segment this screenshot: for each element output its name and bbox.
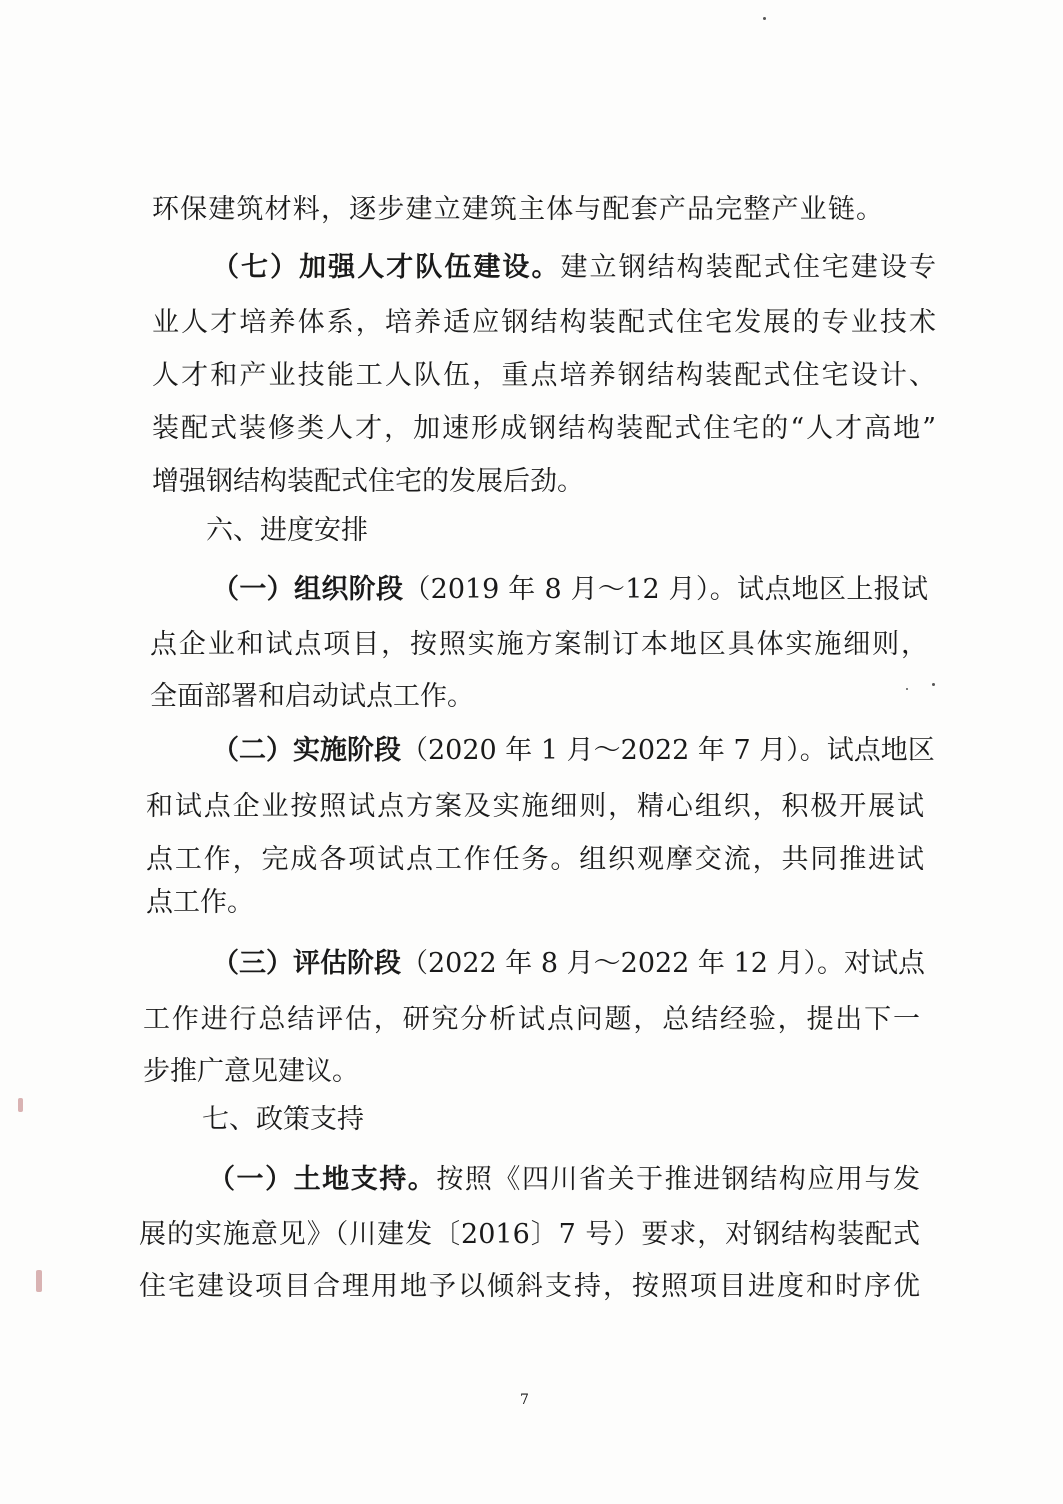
section-heading-line	[212, 251, 936, 285]
section-heading: （一）组织阶段	[212, 574, 404, 605]
section-heading: （一）土地支持。	[208, 1164, 437, 1195]
text-line	[146, 886, 254, 920]
text-line	[152, 359, 936, 393]
text-line	[139, 1270, 920, 1304]
text-span: 全面部署和启动试点工作。	[150, 681, 474, 712]
text-line	[152, 306, 936, 340]
text-span: 人才和产业技能工人队伍，重点培养钢结构装配式住宅设计、	[152, 360, 936, 391]
text-line	[143, 1055, 359, 1089]
section-heading-line	[212, 947, 925, 981]
section-heading-line	[212, 573, 928, 607]
text-span: （2020 年 1 月～2022 年 7 月）。试点地区	[401, 735, 935, 766]
text-span: （2022 年 8 月～2022 年 12 月）。对试点	[401, 948, 925, 979]
text-span: （2019 年 8 月～12 月）。试点地区上报试	[403, 574, 929, 605]
text-span: 展的实施意见》（川建发〔2016〕7 号）要求，对钢结构装配式	[139, 1219, 920, 1250]
text-span: 点工作，完成各项试点工作任务。组织观摩交流，共同推进试	[146, 844, 924, 875]
section-heading: （三）评估阶段	[212, 948, 401, 979]
text-span: 住宅建设项目合理用地予以倾斜支持，按照项目进度和时序优	[139, 1271, 920, 1302]
scan-speck	[906, 688, 908, 690]
text-line	[146, 790, 924, 824]
text-span: 和试点企业按照试点方案及实施细则，精心组织，积极开展试	[146, 791, 924, 822]
text-line	[152, 465, 584, 499]
chapter-heading	[206, 514, 368, 548]
section-heading-line	[208, 1163, 920, 1197]
chapter-heading-text: 七、政策支持	[202, 1104, 364, 1135]
page-number: 7	[520, 1392, 529, 1408]
text-line	[150, 680, 474, 714]
scan-speck	[932, 683, 935, 686]
text-line	[152, 193, 883, 227]
text-span: 环保建筑材料，逐步建立建筑主体与配套产品完整产业链。	[152, 194, 883, 225]
scan-speck	[36, 1270, 42, 1292]
text-line	[139, 1218, 920, 1252]
section-heading-line	[212, 734, 935, 768]
scan-speck	[763, 17, 766, 20]
text-span: 步推广意见建议。	[143, 1056, 359, 1087]
section-heading: （七）加强人才队伍建设。	[212, 252, 561, 283]
text-line	[143, 1003, 920, 1037]
text-span: 业人才培养体系，培养适应钢结构装配式住宅发展的专业技术	[152, 307, 936, 338]
text-line	[150, 628, 928, 662]
chapter-heading	[202, 1103, 364, 1137]
text-span: 建立钢结构装配式住宅建设专	[560, 252, 936, 283]
text-line	[152, 412, 936, 446]
text-span: 工作进行总结评估，研究分析试点问题，总结经验，提出下一	[143, 1004, 920, 1035]
text-span: 点工作。	[146, 887, 254, 918]
text-span: 按照《四川省关于推进钢结构应用与发	[436, 1164, 921, 1195]
text-span: 点企业和试点项目，按照实施方案制订本地区具体实施细则，	[150, 629, 928, 660]
text-span: 装配式装修类人才，加速形成钢结构装配式住宅的“人才高地”	[152, 413, 936, 444]
section-heading: （二）实施阶段	[212, 735, 401, 766]
scan-speck	[18, 1098, 23, 1112]
chapter-heading-text: 六、进度安排	[206, 515, 368, 546]
text-line	[146, 843, 924, 877]
text-span: 增强钢结构装配式住宅的发展后劲。	[152, 466, 584, 497]
